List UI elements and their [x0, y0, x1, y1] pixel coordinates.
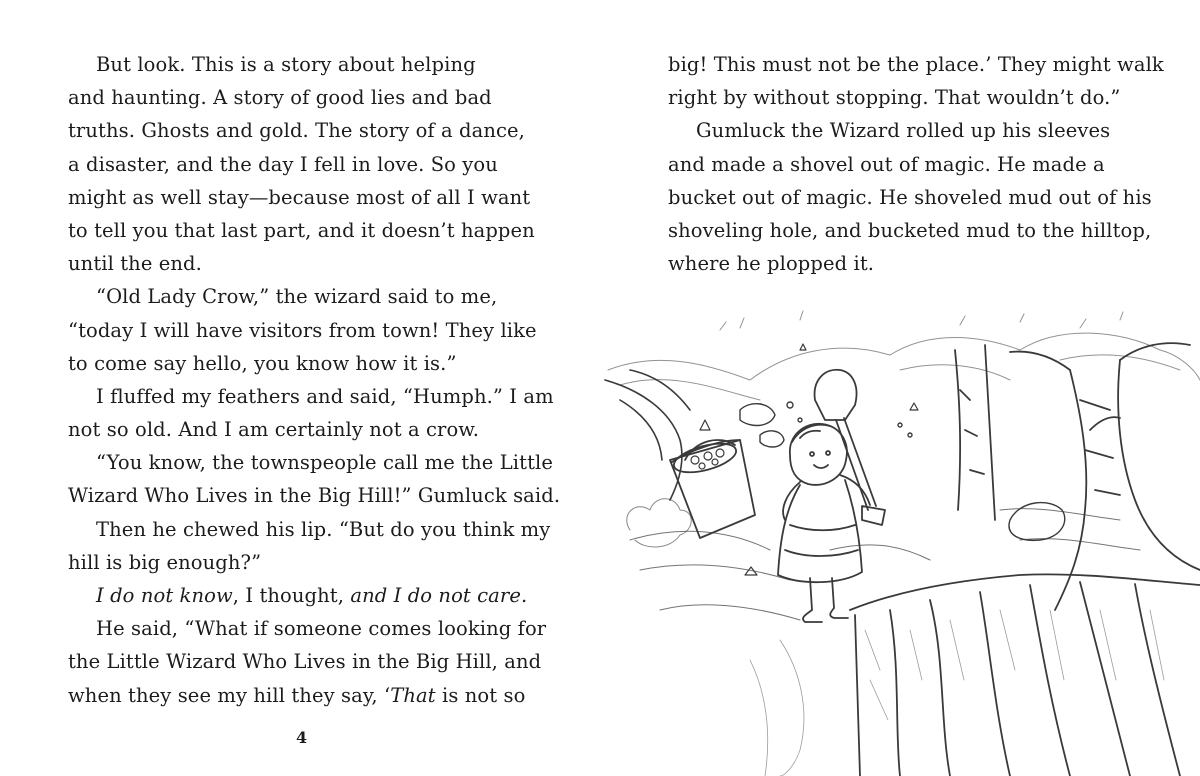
text-line: to tell you that last part, and it doesn’t happen	[68, 218, 535, 242]
text-line: and made a shovel out of magic. He made a	[668, 152, 1105, 176]
text-line: shoveling hole, and bucketed mud to the hilltop,	[668, 218, 1152, 242]
right-page	[600, 0, 1200, 776]
italic-text: I do not know	[96, 584, 233, 607]
italic-text: and I do not care.	[350, 584, 528, 607]
text-line: I fluffed my feathers and said, “Humph.” I am	[96, 384, 554, 408]
text-line: and haunting. A story of good lies and bad	[68, 86, 492, 110]
text-line: might as well stay—because most of all I want	[68, 185, 531, 209]
text-line: where he plopped it.	[668, 252, 875, 276]
cliff-edge	[850, 574, 1200, 776]
text-run: when they see my hill they say, ‘	[68, 683, 391, 707]
text-line: right by without stopping. That wouldn’t do.”	[668, 86, 1121, 110]
text-line: Wizard Who Lives in the Big Hill!” Gumluck said.	[68, 484, 561, 508]
right-page-text	[668, 48, 1164, 280]
page-number: 4	[296, 728, 308, 747]
text-line: “today I will have visitors from town! They like	[68, 318, 537, 342]
text-run: is not so	[435, 683, 526, 707]
text-line: not so old. And I am certainly not a crow.	[68, 418, 480, 442]
text-line: the Little Wizard Who Lives in the Big Hill, and	[68, 650, 542, 674]
foliage-sketch	[608, 311, 1200, 400]
cliff-shading	[750, 610, 1164, 776]
left-page-text	[68, 48, 560, 712]
text-line: a disaster, and the day I fell in love. So you	[68, 152, 498, 176]
text-line: big! This must not be the place.’ They might walk	[668, 53, 1164, 76]
text-line: truths. Ghosts and gold. The story of a dance,	[68, 119, 525, 143]
bucket	[670, 438, 755, 538]
shovel	[815, 370, 885, 525]
text-line: He said, “What if someone comes looking for	[96, 617, 547, 641]
text-line	[68, 579, 560, 612]
text-line: until the end.	[68, 252, 202, 276]
text-line: But look. This is a story about helping	[96, 53, 476, 76]
text-line: to come say hello, you know how it is.”	[68, 351, 457, 375]
text-line	[68, 679, 560, 712]
text-line: Gumluck the Wizard rolled up his sleeves	[696, 119, 1111, 143]
text-line: Then he chewed his lip. “But do you think my	[96, 517, 551, 541]
right-tree	[1010, 343, 1200, 610]
text-run: , I thought,	[232, 584, 351, 607]
text-line: hill is big enough?”	[68, 550, 262, 574]
sparkles	[700, 344, 918, 575]
italic-text: That	[390, 683, 436, 707]
dust-puff	[627, 499, 691, 547]
text-line: “Old Lady Crow,” the wizard said to me,	[96, 285, 498, 309]
text-line: “You know, the townspeople call me the Little	[96, 451, 553, 475]
text-line: bucket out of magic. He shoveled mud out of his	[668, 185, 1152, 209]
wizard-digging-illustration	[600, 310, 1200, 776]
